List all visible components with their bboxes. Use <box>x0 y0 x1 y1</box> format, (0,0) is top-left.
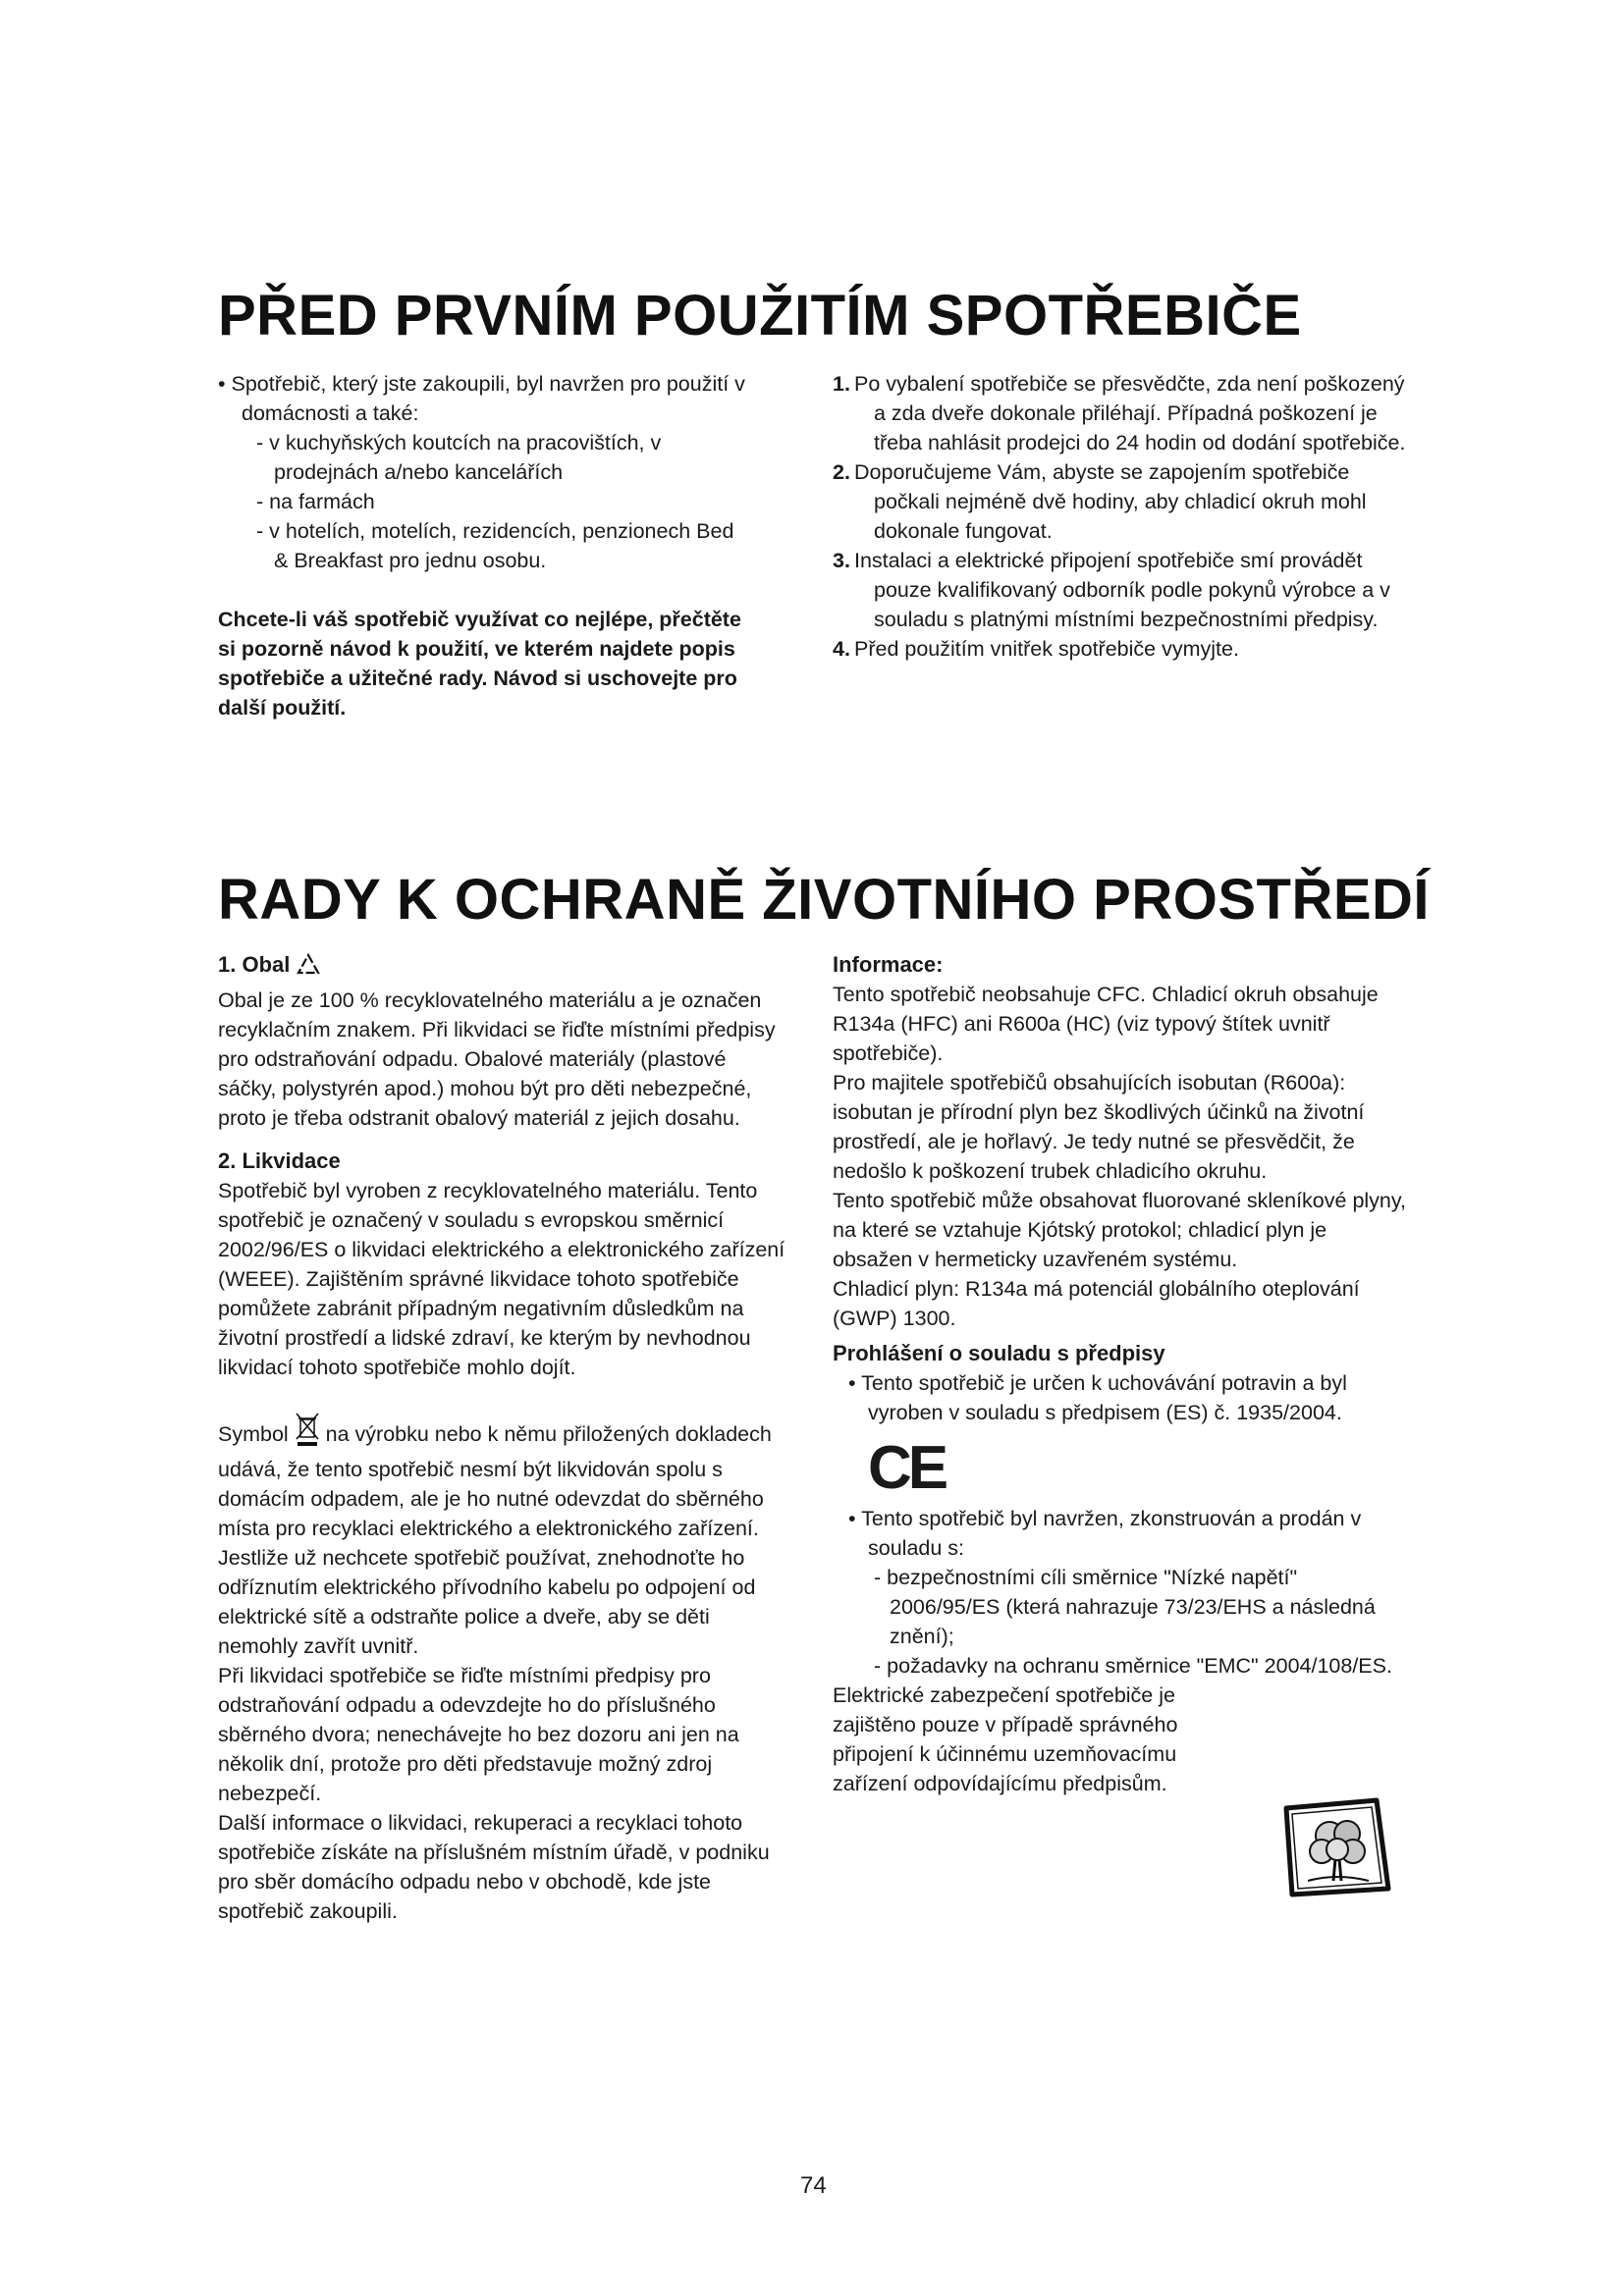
ce-mark-icon: CE <box>868 1434 946 1502</box>
electrical-safety-note: Elektrické zabezpečení spotřebiče je zajištěno pouze v případě správného připojení k účinnému uzemňovacímu zařízení odpovídajícímu předpisům. <box>833 1683 1178 1795</box>
section2-left-column <box>218 950 789 1926</box>
info-paragraph: Chladicí plyn: R134a má potenciál globálního oteplování (GWP) 1300. <box>833 1277 1360 1330</box>
section2-right-column <box>833 950 1412 1798</box>
usage-bullet: • Spotřebič, který jste zakoupili, byl navržen pro použití v domácnosti a také: <box>218 372 745 425</box>
read-manual-note: Chcete-li váš spotřebič využívat co nejlépe, přečtěte si pozorně návod k použití, ve kterém najdete popis spotřebiče a užitečné rady. Návod si uschovejte pro další použití. <box>218 608 741 720</box>
page-number: 74 <box>800 2172 827 2199</box>
section1-left-column <box>218 369 748 722</box>
declaration-sub-item: - požadavky na ochranu směrnice "EMC" 2004/108/ES. <box>874 1654 1392 1678</box>
usage-sub-item: - na farmách <box>256 490 375 513</box>
declaration-sub-item: - bezpečnostními cíli směrnice "Nízké napětí" 2006/95/ES (která nahrazuje 73/23/EHS a následná znění); <box>874 1566 1376 1648</box>
numbered-item: 2. Doporučujeme Vám, abyste se zapojením spotřebiče počkali nejméně dvě hodiny, aby chladicí okruh mohl dokonale fungovat. <box>833 460 1367 543</box>
usage-sub-item: - v kuchyňských koutcích na pracovištích, v prodejnách a/nebo kancelářích <box>256 431 662 484</box>
obal-heading-row <box>218 950 789 986</box>
section-title-before-first-use: PŘED PRVNÍM POUŽITÍM SPOTŘEBIČE <box>218 284 1302 347</box>
numbered-item: 1. Po vybalení spotřebiče se přesvědčte, zda není poškozený a zda dveře dokonale přiléhají. Případná poškození je třeba nahlásit prodejci do 24 hodin od dodání spotřebiče. <box>833 372 1406 454</box>
disposal-paragraph: Při likvidaci spotřebiče se řiďte místními předpisy pro odstraňování odpadu a odevzdejte ho do příslušného sběrného dvora; nenechávejte ho bez dozoru ani jen na několik dní, protože pro děti představuje možný zdroj nebezpečí. <box>218 1664 739 1805</box>
recycle-icon <box>296 952 321 986</box>
numbered-item: 4. Před použitím vnitřek spotřebiče vymyjte. <box>833 637 1239 661</box>
likvidace-text: Spotřebič byl vyroben z recyklovatelného materiálu. Tento spotřebič je označený v souladu s evropskou směrnicí 2002/96/ES o likvidaci elektrického a elektronického zařízení (WEEE). Zajištěním správné likvidace tohoto spotřebiče pomůžete zabránit případným negativním důsledkům na životní prostředí a lidské zdraví, ke kterým by nevhodnou likvidací tohoto spotřebiče mohlo dojít. <box>218 1179 785 1379</box>
declaration-bullet: • Tento spotřebič je určen k uchovávání potravin a byl vyroben v souladu s předpisem (ES) č. 1935/2004. <box>848 1371 1347 1424</box>
declaration-bullet: • Tento spotřebič byl navržen, zkonstruován a prodán v souladu s: <box>848 1507 1362 1560</box>
numbered-item: 3. Instalaci a elektrické připojení spotřebiče smí provádět pouze kvalifikovaný odborník podle pokynů výrobce a v souladu s platnými místními bezpečnostními předpisy. <box>833 549 1390 631</box>
declaration-heading: Prohlášení o souladu s předpisy <box>833 1341 1165 1365</box>
obal-text: Obal je ze 100 % recyklovatelného materiálu a je označen recyklačním znakem. Při likvidaci se řiďte místními předpisy pro odstraňování odpadu. Obalové materiály (plastové sáčky, polystyrén apod.) mohou být pro děti nebezpečné, proto je třeba odstranit obalový materiál z jejich dosahu. <box>218 988 776 1130</box>
section-title-environment: RADY K OCHRANĚ ŽIVOTNÍHO PROSTŘEDÍ <box>218 868 1431 932</box>
info-paragraph: Pro majitele spotřebičů obsahujících isobutan (R600a): isobutan je přírodní plyn bez škodlivých účinků na životní prostředí, ale je hořlavý. Je tedy nutné se přesvědčit, že nedošlo k poškození trubek chladicího okruhu. <box>833 1071 1365 1183</box>
crossed-bin-icon <box>295 1412 320 1455</box>
weee-symbol-paragraph: Symbol na výrobku nebo k němu přiložených dokladech udává, že tento spotřebič nesmí být likvidován spolu s domácím odpadem, ale je ho nutné odevzdat do sběrného místa pro recyklaci elektrického a elektronického zařízení. <box>218 1412 789 1543</box>
section1-right-column <box>833 369 1412 664</box>
info-paragraph: Tento spotřebič neobsahuje CFC. Chladicí okruh obsahuje R134a (HFC) ani R600a (HC) (viz typový štítek uvnitř spotřebiče). <box>833 983 1379 1065</box>
obal-heading: 1. Obal <box>218 952 291 977</box>
likvidace-heading: 2. Likvidace <box>218 1148 341 1173</box>
usage-sub-item: - v hotelích, motelích, rezidencích, penzionech Bed & Breakfast pro jednu osobu. <box>256 519 734 572</box>
disposal-paragraph: Další informace o likvidaci, rekuperaci a recyklaci tohoto spotřebiče získáte na příslušném místním úřadě, v podniku pro sběr domácího odpadu nebo v obchodě, kde jste spotřebič zakoupili. <box>218 1811 770 1923</box>
info-heading: Informace: <box>833 952 944 977</box>
environment-tree-icon <box>1278 1794 1396 1903</box>
disposal-paragraph: Jestliže už nechcete spotřebič používat, znehodnoťte ho odříznutím elektrického přívodního kabelu po odpojení od elektrické sítě a odstraňte police a dveře, aby se děti nemohly zavřít uvnitř. <box>218 1546 756 1658</box>
info-paragraph: Tento spotřebič může obsahovat fluorované skleníkové plyny, na které se vztahuje Kjótský protokol; chladicí plyn je obsažen v hermeticky uzavřeném systému. <box>833 1189 1407 1271</box>
